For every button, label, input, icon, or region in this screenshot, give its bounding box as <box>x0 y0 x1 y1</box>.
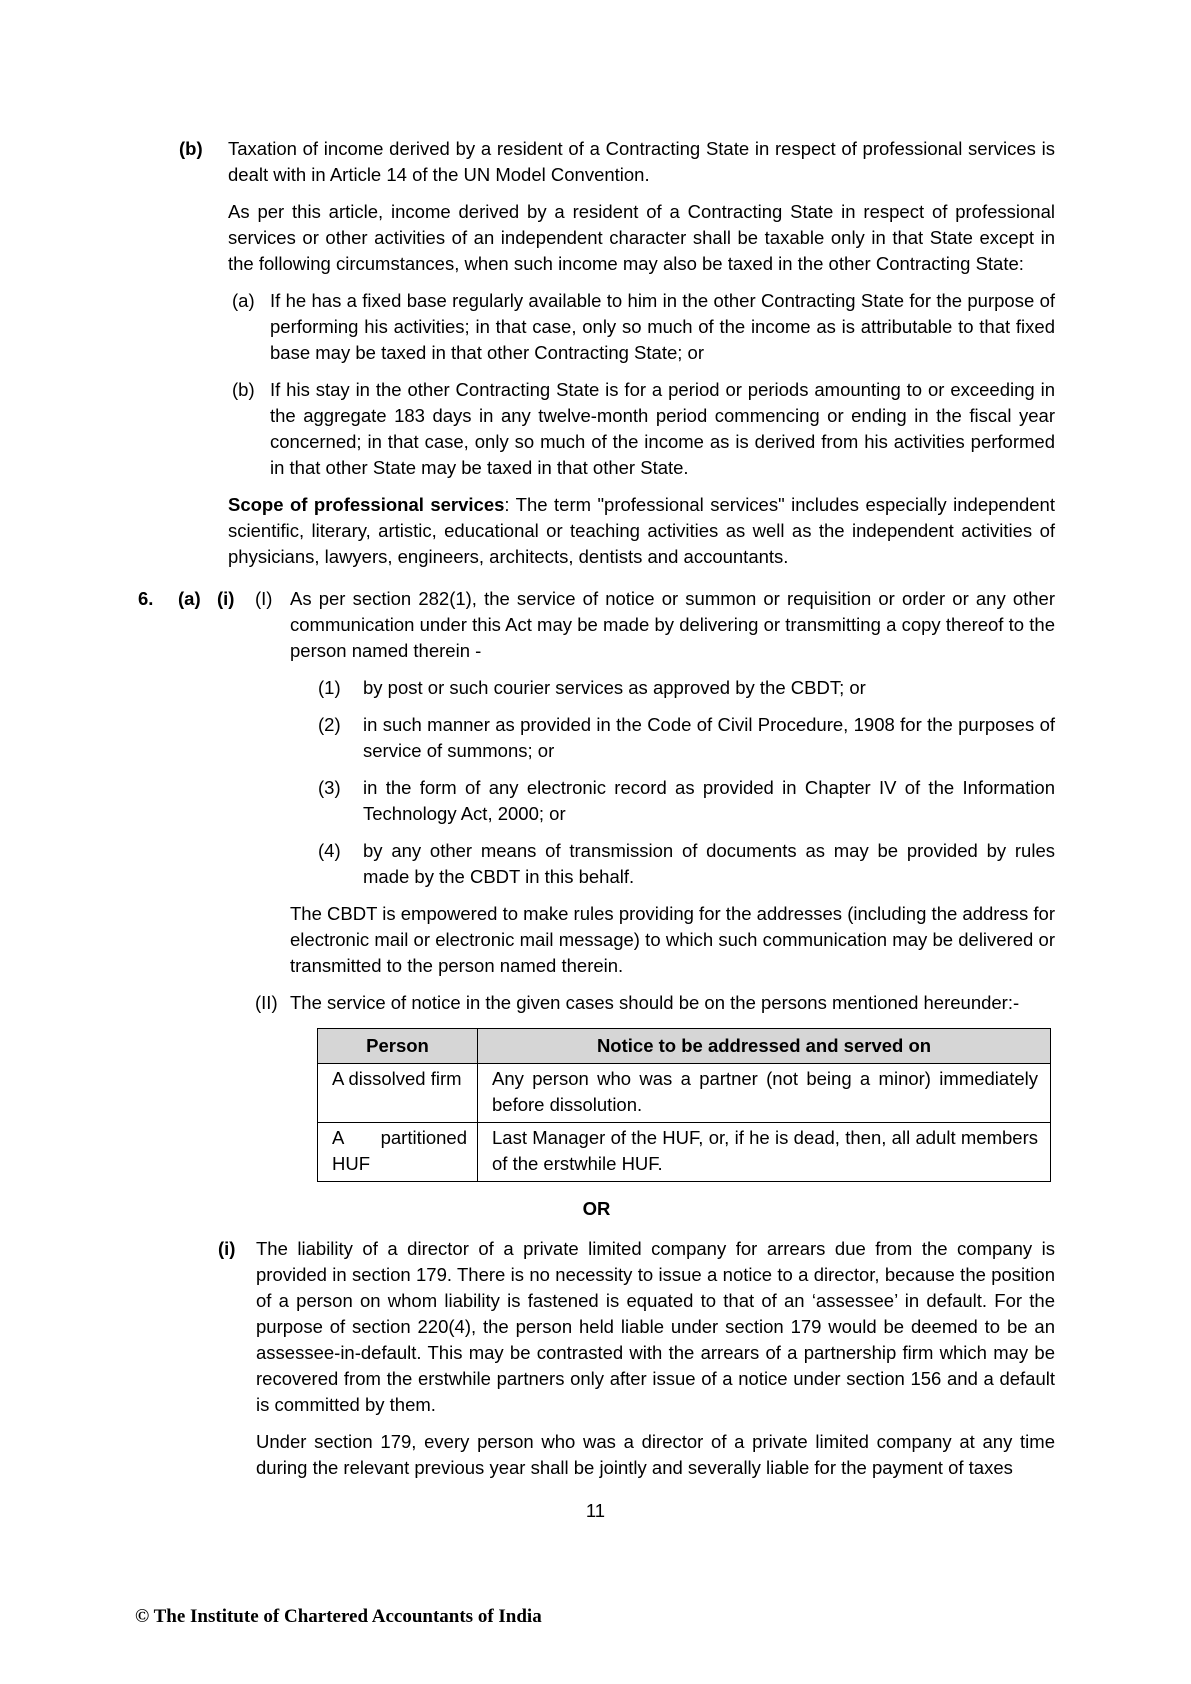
answer-b-label: (b) <box>179 138 203 159</box>
table-header-person: Person <box>318 1029 478 1064</box>
subitem-a-text: If he has a fixed base regularly available to him in the other Contracting State for the purpose of performing his activities; in that case, only so much of the income as is attributable to that fixed base may be taxed in that other Contracting State; or <box>270 290 1055 363</box>
scope-text: : The term "professional services" includes especially independent scientific, literary, artistic, educational or teaching activities as well as the independent activities of physicians, lawyers, engineers, architects, dentists and accountants. <box>228 494 1055 567</box>
cbdt-paragraph: The CBDT is empowered to make rules providing for the addresses (including the address for electronic mail or electronic mail message) to which such communication may be delivered or transmitted to the person named therein. <box>290 903 1055 976</box>
table-cell-notice-2: Last Manager of the HUF, or, if he is dead, then, all adult members of the erstwhile HUF. <box>478 1123 1051 1182</box>
mode-1-text: by post or such courier services as approved by the CBDT; or <box>363 677 866 698</box>
question-6-body <box>255 586 1055 1182</box>
clause-II-label: (II) <box>255 992 278 1013</box>
question-6-number: 6. <box>138 588 154 609</box>
mode-3-label: (3) <box>318 777 341 798</box>
table-header-notice: Notice to be addressed and served on <box>478 1029 1051 1064</box>
or-separator: OR <box>582 1198 611 1219</box>
answer-b-item <box>179 136 1055 570</box>
page-content <box>138 136 1055 1481</box>
scope-paragraph <box>228 492 1055 570</box>
answer-b-subitem-b <box>232 377 1055 481</box>
notice-table-header-row <box>318 1029 1051 1064</box>
clause-I-intro: As per section 282(1), the service of notice or summon or requisition or order or any other communication under this Act may be made by delivering or transmitting a copy thereof to the person named therein - <box>290 588 1055 661</box>
alternative-paragraph-2: Under section 179, every person who was a director of a private limited company at any time during the relevant previous year shall be jointly and severally liable for the payment of taxes <box>256 1431 1055 1478</box>
mode-2 <box>318 712 1055 764</box>
mode-3 <box>318 775 1055 827</box>
answer-b-body <box>228 136 1055 570</box>
clause-I-label: (I) <box>255 588 273 609</box>
mode-2-text: in such manner as provided in the Code of Civil Procedure, 1908 for the purposes of service of summons; or <box>363 714 1055 761</box>
subitem-b-label: (b) <box>232 379 255 400</box>
table-row <box>318 1123 1051 1182</box>
clause-I <box>255 586 1055 979</box>
alternative-answer-label: (i) <box>218 1238 236 1259</box>
copyright-footer: © The Institute of Chartered Accountants of India <box>135 1606 542 1627</box>
mode-1-label: (1) <box>318 677 341 698</box>
alternative-answer-item <box>218 1236 1055 1481</box>
mode-4-label: (4) <box>318 840 341 861</box>
clause-II-intro: The service of notice in the given cases should be on the persons mentioned hereunder:- <box>290 992 1020 1013</box>
scope-heading: Scope of professional services <box>228 494 505 515</box>
clause-II-body <box>290 990 1055 1182</box>
subitem-a-label: (a) <box>232 290 255 311</box>
table-cell-person-2: A partitioned HUF <box>318 1123 478 1182</box>
alternative-paragraph-1: The liability of a director of a private limited company for arrears due from the company is provided in section 179. There is no necessity to issue a notice to a director, because the position of a person on whom liability is fastened is equated to that of an ‘assessee’ in default. For the purpose of section 220(4), the person held liable under section 179 would be deemed to be an assessee-in-default. This may be contrasted with the arrears of a partnership firm which may be recovered from the erstwhile partners only after issue of a notice under section 156 and a default is committed by them. <box>256 1238 1055 1415</box>
answer-b-subitem-a <box>232 288 1055 366</box>
answer-b-paragraph-2: As per this article, income derived by a resident of a Contracting State in respect of professional services or other activities of an independent character shall be taxable only in that State except in the following circumstances, when such income may also be taxed in the other Contracting State: <box>228 201 1055 274</box>
page-number: 11 <box>585 1500 606 1521</box>
clause-II <box>255 990 1055 1182</box>
mode-4 <box>318 838 1055 890</box>
mode-4-text: by any other means of transmission of documents as may be provided by rules made by the CBDT in this behalf. <box>363 840 1055 887</box>
answer-b-paragraph-1: Taxation of income derived by a resident of a Contracting State in respect of professional services is dealt with in Article 14 of the UN Model Convention. <box>228 138 1055 185</box>
mode-2-label: (2) <box>318 714 341 735</box>
mode-3-text: in the form of any electronic record as provided in Chapter IV of the Information Technology Act, 2000; or <box>363 777 1055 824</box>
table-cell-person-1: A dissolved firm <box>318 1064 478 1123</box>
table-cell-notice-1: Any person who was a partner (not being a minor) immediately before dissolution. <box>478 1064 1051 1123</box>
alternative-answer-body <box>256 1236 1055 1481</box>
question-6-sub-label: (i) <box>217 588 235 609</box>
table-row <box>318 1064 1051 1123</box>
subitem-b-text: If his stay in the other Contracting State is for a period or periods amounting to or exceeding in the aggregate 183 days in any twelve-month period commencing or ending in the fiscal year concerned; in that case, only so much of the income as is derived from his activities performed in that other State may be taxed in that other State. <box>270 379 1055 478</box>
clause-I-body <box>290 586 1055 979</box>
question-6-item <box>138 586 1055 1182</box>
mode-1 <box>318 675 1055 701</box>
notice-table <box>317 1028 1051 1182</box>
question-6-part-label: (a) <box>178 588 201 609</box>
